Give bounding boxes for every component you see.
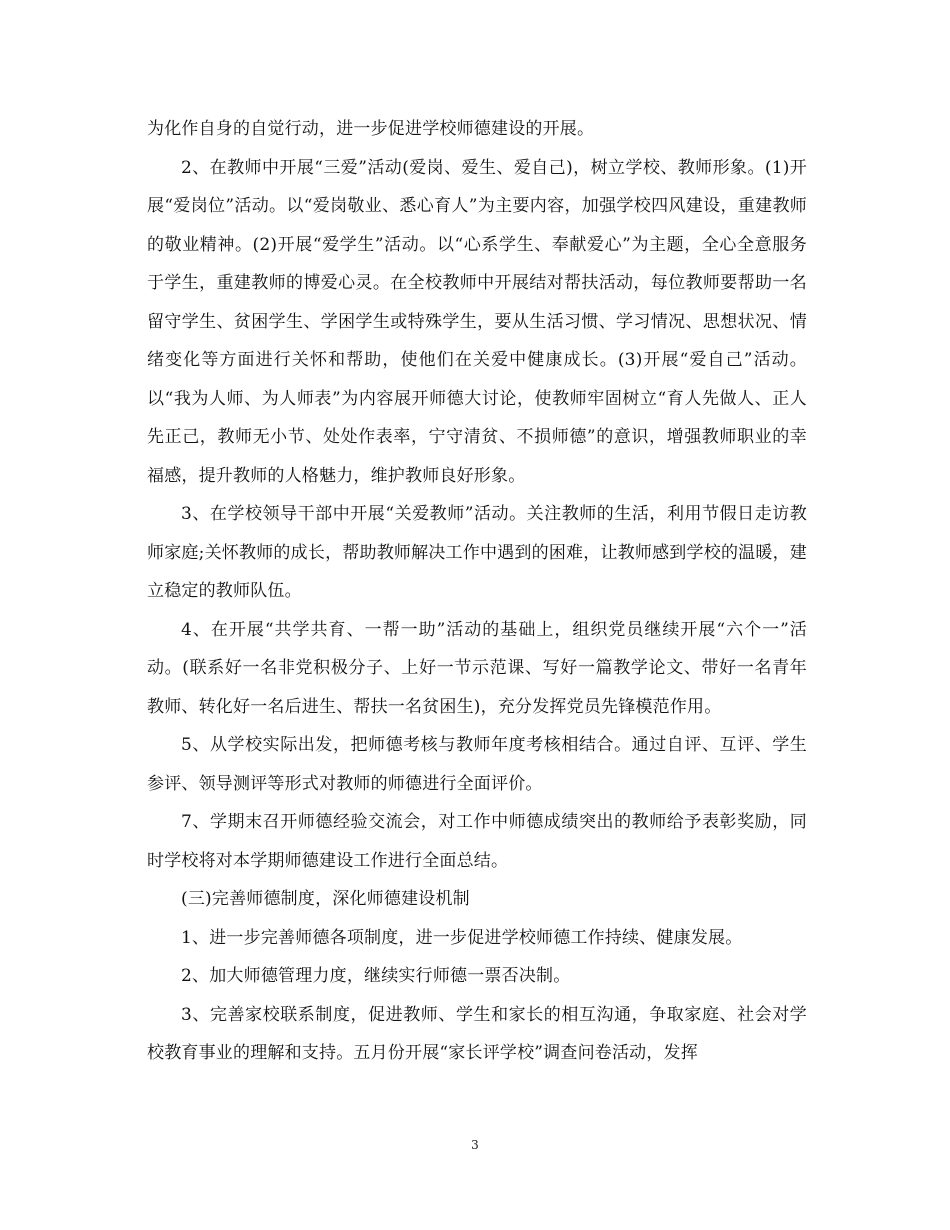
- paragraph-7: 1、进一步完善师德各项制度，进一步促进学校师德工作持续、健康发展。: [181, 927, 743, 948]
- paragraph-9: 3、完善家校联系制度，促进教师、学生和家长的相互沟通，争取家庭、社会对学校教育事业的理解和支持。五月份开展“家长评学校”调查问卷活动，发挥: [147, 1004, 807, 1063]
- paragraph-6: 7、学期末召开师德经验交流会，对工作中师德成绩突出的教师给予表彰奖励，同时学校将对本学期师德建设工作进行全面总结。: [147, 812, 807, 871]
- document-body: [147, 110, 807, 1073]
- paragraph-5: 5、从学校实际出发，把师德考核与教师年度考核相结合。通过自评、互评、学生参评、领导测评等形式对教师的师德进行全面评价。: [147, 735, 807, 794]
- page-number: 3: [471, 1138, 479, 1152]
- paragraph-3: 3、在学校领导干部中开展“关爱教师”活动。关注教师的生活，利用节假日走访教师家庭;关怀教师的成长，帮助教师解决工作中遇到的困难，让教师感到学校的温暖，建立稳定的教师队伍。: [147, 504, 807, 601]
- paragraph-4: 4、在开展“共学共育、一帮一助”活动的基础上，组织党员继续开展“六个一”活动。(联系好一名非党积极分子、上好一节示范课、写好一篇教学论文、带好一名青年教师、转化好一名后进生、帮扶一名贫困生)，充分发挥党员先锋模范作用。: [147, 619, 807, 717]
- paragraph-8: 2、加大师德管理力度，继续实行师德一票否决制。: [181, 966, 571, 986]
- section-heading: (三)完善师德制度，深化师德建设机制: [181, 889, 470, 909]
- paragraph-2: 2、在教师中开展“三爱”活动(爱岗、爱生、爱自己)，树立学校、教师形象。(1)开展“爱岗位”活动。以“爱岗敬业、悉心育人”为主要内容，加强学校四风建设，重建教师的敬业精神。(2)开展“爱学生”活动。以“心系学生、奉献爱心”为主题，全心全意服务于学生，重建教师的博爱心灵。在全校教师中开展结对帮扶活动，每位教师要帮助一名留守学生、贫困学生、学困学生或特殊学生，要从生活习惯、学习情况、思想状况、情绪变化等方面进行关怀和帮助，使他们在关爱中健康成长。(3)开展“爱自己”活动。以“我为人师、为人师表”为内容展开师德大讨论，使教师牢固树立“育人先做人、正人先正己，教师无小节、处处作表率，宁守清贫、不损师德”的意识，增强教师职业的幸福感，提升教师的人格魅力，维护教师良好形象。: [147, 157, 807, 486]
- paragraph-1: 为化作自身的自觉行动，进一步促进学校师德建设的开展。: [147, 119, 595, 139]
